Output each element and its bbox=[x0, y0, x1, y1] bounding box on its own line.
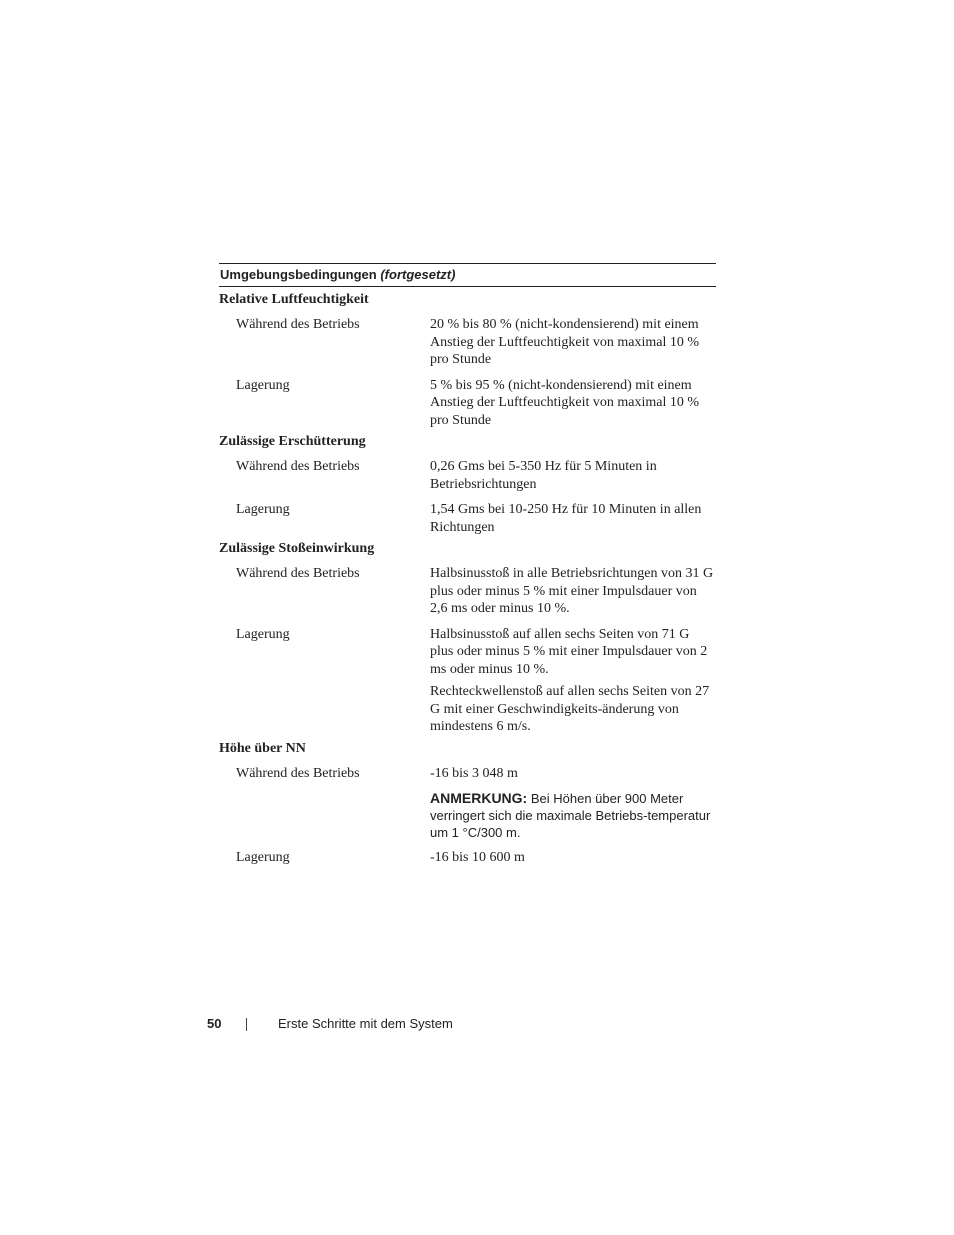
value-paragraph: Halbsinusstoß auf allen sechs Seiten von 71 G plus oder minus 5 % mit einer Impulsdauer von 2 ms oder minus 10 %. bbox=[430, 626, 708, 677]
table-row bbox=[219, 377, 716, 430]
section-heading-vibration: Zulässige Erschütterung bbox=[219, 434, 366, 449]
table-row bbox=[219, 501, 716, 536]
note-block bbox=[430, 790, 716, 841]
table-row bbox=[219, 765, 716, 783]
row-value bbox=[430, 501, 716, 536]
row-value bbox=[430, 377, 716, 430]
table-row bbox=[219, 849, 716, 867]
row-label: Lagerung bbox=[236, 502, 290, 517]
row-label bbox=[219, 790, 430, 841]
row-value bbox=[430, 626, 716, 736]
value-paragraph: 20 % bis 80 % (nicht-kondensierend) mit einem Anstieg der Luftfeuchtigkeit von maximal 10 % pro Stunde bbox=[430, 317, 700, 367]
row-label: Lagerung bbox=[236, 626, 290, 642]
row-value bbox=[430, 765, 716, 783]
section-heading-altitude: Höhe über NN bbox=[219, 740, 306, 756]
value-paragraph: 0,26 Gms bei 5-350 Hz für 5 Minuten in Betriebsrichtungen bbox=[430, 459, 657, 492]
table-row bbox=[219, 565, 716, 618]
row-value bbox=[430, 316, 716, 369]
value-paragraph: -16 bis 10 600 m bbox=[430, 850, 525, 865]
running-title: Erste Schritte mit dem System bbox=[278, 1016, 453, 1031]
section-heading-humidity: Relative Luftfeuchtigkeit bbox=[219, 292, 369, 307]
value-paragraph: 1,54 Gms bei 10-250 Hz für 10 Minuten in allen Richtungen bbox=[430, 502, 702, 535]
value-paragraph: 5 % bis 95 % (nicht-kondensierend) mit einem Anstieg der Luftfeuchtigkeit von maximal 10 % pro Stunde bbox=[430, 377, 700, 428]
table-row bbox=[219, 458, 716, 493]
environment-spec-table bbox=[219, 263, 716, 867]
row-value bbox=[430, 458, 716, 493]
note-text: Bei Höhen über 900 Meter verringert sich die maximale Betriebs-temperatur um 1 °C/300 m. bbox=[430, 791, 711, 840]
row-label: Während des Betriebs bbox=[236, 566, 360, 581]
table-title: Umgebungsbedingungen bbox=[220, 267, 377, 282]
table-header bbox=[219, 263, 716, 287]
row-value bbox=[430, 849, 716, 867]
row-label: Lagerung bbox=[236, 377, 290, 393]
row-label: Während des Betriebs bbox=[236, 765, 360, 781]
table-continued-label: (fortgesetzt) bbox=[380, 267, 456, 282]
page-number: 50 bbox=[207, 1016, 222, 1031]
row-value bbox=[430, 565, 716, 618]
value-paragraph: Rechteckwellenstoß auf allen sechs Seiten von 27 G mit einer Geschwindigkeits-änderung von mindestens 6 m/s. bbox=[430, 684, 710, 734]
row-label: Während des Betriebs bbox=[236, 317, 360, 332]
note-keyword: ANMERKUNG: bbox=[430, 790, 528, 806]
table-row-note bbox=[219, 790, 716, 841]
row-label: Während des Betriebs bbox=[236, 459, 360, 474]
table-row bbox=[219, 316, 716, 369]
footer-separator bbox=[246, 1018, 247, 1031]
value-paragraph: Halbsinusstoß in alle Betriebsrichtungen von 31 G plus oder minus 5 % mit einer Impulsdauer von 2,6 ms oder minus 10 %. bbox=[430, 566, 714, 616]
row-label: Lagerung bbox=[236, 850, 290, 865]
table-row bbox=[219, 626, 716, 736]
section-heading-shock: Zulässige Stoßeinwirkung bbox=[219, 541, 375, 556]
value-paragraph: -16 bis 3 048 m bbox=[430, 765, 518, 781]
